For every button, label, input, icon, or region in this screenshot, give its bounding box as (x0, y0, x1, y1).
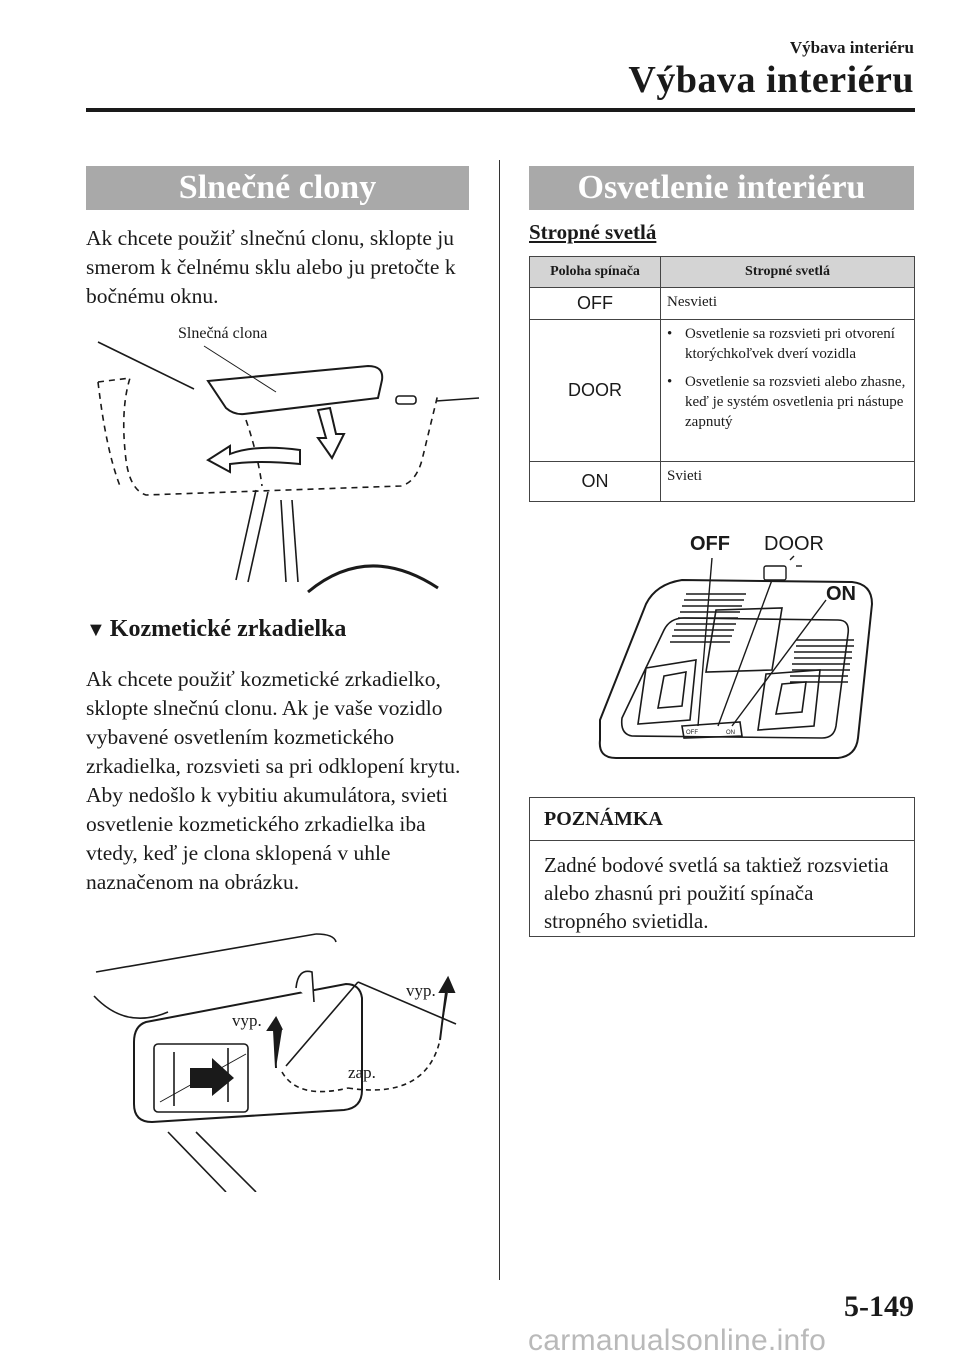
list-item: • Osvetlenie sa rozsvieti pri otvorení ktorýchkoľvek dverí vozidla (667, 324, 908, 364)
switch-position: OFF (530, 288, 661, 320)
label-on: ON (826, 583, 856, 605)
light-state: Svieti (661, 462, 915, 502)
running-header: Výbava interiéru (789, 38, 914, 57)
switch-label-off: OFF (686, 730, 698, 736)
vanity-mirror-illustration (86, 922, 481, 1192)
table-row (530, 288, 915, 320)
section-title: Výbava interiéru (628, 59, 914, 101)
sun-visor-intro: Ak chcete použiť slnečnú clonu, sklopte ju smerom k čelnému sklu alebo ju pretočte k bočnému oknu. (86, 226, 456, 308)
table-row (530, 462, 915, 502)
overhead-lights-heading: Stropné svetlá (529, 220, 657, 244)
sun-visor-label: Slnečná clona (178, 325, 268, 342)
list-item: • Osvetlenie sa rozsvieti alebo zhasne, keď je systém osvetlenia pri nástupe zapnutý (667, 372, 908, 432)
switch-position: ON (530, 462, 661, 502)
switch-label-on: ON (726, 730, 735, 736)
vanity-mirror-text: Ak chcete použiť kozmetické zrkadielko, sklopte slnečnú clonu. Ak je vaše vozidlo vybavené osvetlením kozmetického zrkadielka, rozsvieti sa pri odklopení krytu. Aby nedošlo k vybitiu akumulátora, svieti osvetlenie kozmetického zrkadielka iba vtedy, keď je clona sklopená v uhle naznačenom na obrázku. (86, 667, 461, 894)
table-header: Stropné svetlá (661, 257, 915, 288)
list-item-text: Osvetlenie sa rozsvieti alebo zhasne, keď je systém osvetlenia pri nástupe zapnutý (685, 374, 906, 430)
column-divider (499, 160, 500, 1280)
triangle-marker-icon: ▼ (86, 619, 106, 641)
label-off: OFF (690, 533, 730, 555)
light-state: Nesvieti (661, 288, 915, 320)
overhead-light-illustration (586, 520, 886, 782)
label-door: DOOR (764, 533, 824, 555)
sun-visor-illustration (86, 310, 481, 600)
vanity-mirror-heading (86, 616, 346, 643)
vanity-mirror-heading-text: Kozmetické zrkadielka (109, 616, 347, 642)
table-row (530, 320, 915, 462)
note-text: Zadné bodové svetlá sa taktiež rozsvietia alebo zhasnú pri použití spínača stropného svietidla. (544, 853, 889, 933)
note-box (529, 797, 915, 937)
watermark-footer: carmanualsonline.info (528, 1324, 827, 1357)
light-state (661, 320, 915, 462)
label-off-left: vyp. (232, 1011, 262, 1030)
switch-position-table (529, 256, 915, 502)
section-banner-interior-lighting: Osvetlenie interiéru (529, 166, 914, 210)
label-off-right: vyp. (406, 981, 436, 1000)
switch-position: DOOR (530, 320, 661, 462)
page-number: 5-149 (844, 1290, 914, 1323)
table-header-row (530, 257, 915, 288)
note-title: POZNÁMKA (530, 798, 914, 841)
section-banner-sun-visors: Slnečné clony (86, 166, 469, 210)
label-on: zap. (348, 1063, 376, 1082)
list-item-text: Osvetlenie sa rozsvieti pri otvorení ktorýchkoľvek dverí vozidla (685, 326, 895, 362)
header-rule (86, 108, 915, 112)
table-header: Poloha spínača (530, 257, 661, 288)
